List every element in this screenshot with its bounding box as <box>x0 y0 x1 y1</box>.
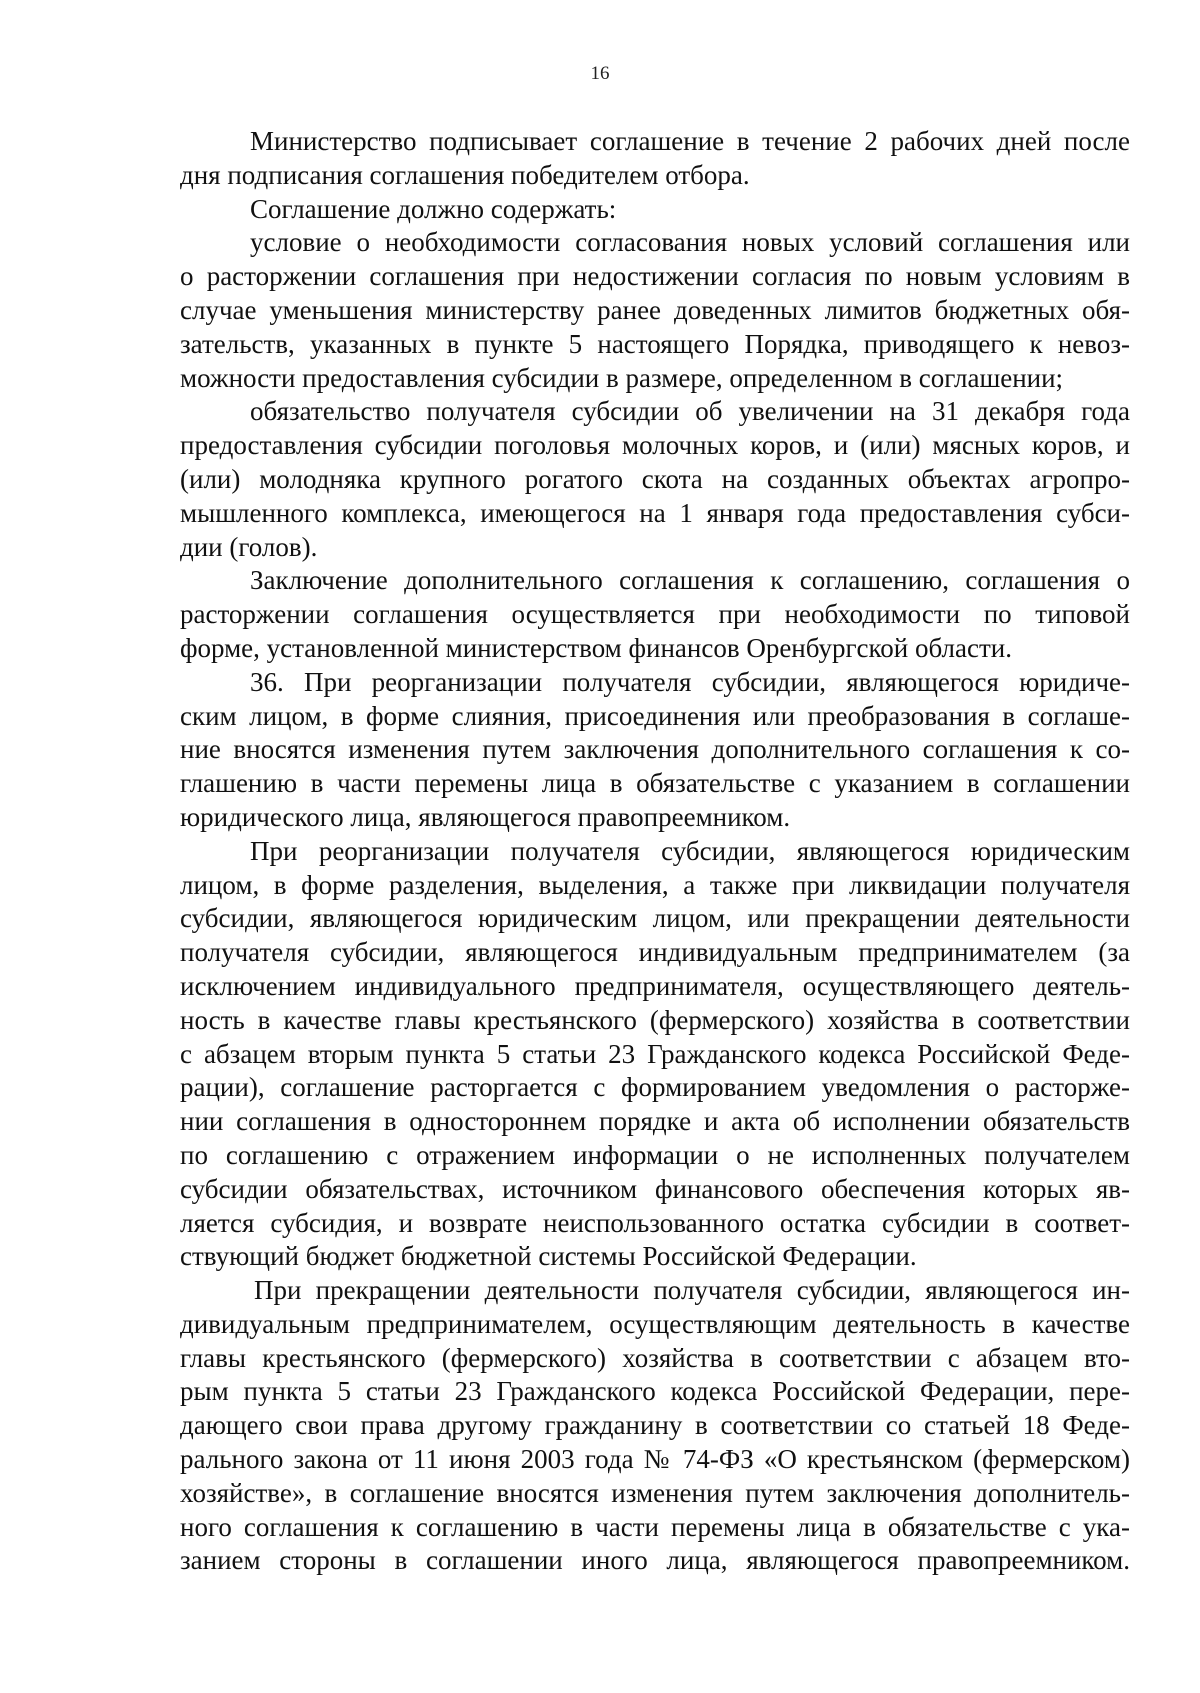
text-line: хозяйстве», в соглашение вносятся изменения путем заключения дополнитель- <box>180 1477 1130 1508</box>
text-line: Министерство подписывает соглашение в течение 2 рабочих дней после <box>250 126 1130 156</box>
text-line: случае уменьшения министерству ранее доведенных лимитов бюджетных обя- <box>180 294 1130 325</box>
text-line: При реорганизации получателя субсидии, являющегося юридическим <box>250 835 1130 866</box>
text-line: рации), соглашение расторгается с формированием уведомления о расторже- <box>180 1072 1130 1103</box>
document-body <box>180 125 1130 1578</box>
text-line: дивидуальным предпринимателем, осуществляющим деятельность в качестве <box>180 1308 1130 1339</box>
text-line: обязательство получателя субсидии об увеличении на 31 декабря года <box>250 396 1130 427</box>
text-line: мышленного комплекса, имеющегося на 1 января года предоставления субси- <box>180 497 1130 528</box>
text-line: можности предоставления субсидии в размере, определенном в соглашении; <box>180 362 1064 393</box>
text-line: о расторжении соглашения при недостижении согласия по новым условиям в <box>180 261 1130 292</box>
text-line: ским лицом, в форме слияния, присоединения или преобразования в соглаше- <box>180 700 1130 731</box>
text-line: (или) молодняка крупного рогатого скота на созданных объектах агропро- <box>180 463 1130 494</box>
text-line: Заключение дополнительного соглашения к соглашению, соглашения о <box>250 565 1130 596</box>
text-line: форме, установленной министерством финансов Оренбургской области. <box>180 632 1012 663</box>
text-line: лицом, в форме разделения, выделения, а также при ликвидации получателя <box>180 869 1130 900</box>
text-line: по соглашению с отражением информации о не исполненных получателем <box>180 1139 1130 1170</box>
text-line: главы крестьянского (фермерского) хозяйства в соответствии с абзацем вто- <box>180 1342 1130 1373</box>
text-line: предоставления субсидии поголовья молочных коров, и (или) мясных коров, и <box>180 430 1130 461</box>
text-line: Соглашение должно содержать: <box>250 193 617 224</box>
text-line: субсидии, являющегося юридическим лицом, или прекращении деятельности <box>180 903 1130 934</box>
text-line: дии (голов). <box>180 531 318 562</box>
text-line: зательств, указанных в пункте 5 настоящего Порядка, приводящего к невоз- <box>180 328 1130 359</box>
text-line: нии соглашения в одностороннем порядке и акта об исполнении обязательств <box>180 1106 1130 1137</box>
text-line: исключением индивидуального предпринимателя, осуществляющего деятель- <box>180 970 1130 1001</box>
text-line: занием стороны в соглашении иного лица, являющегося правопреемником. <box>180 1545 1130 1576</box>
text-line: глашению в части перемены лица в обязательстве с указанием в соглашении <box>180 768 1130 799</box>
text-line: условие о необходимости согласования новых условий соглашения или <box>250 227 1130 258</box>
text-line: ность в качестве главы крестьянского (фермерского) хозяйства в соответствии <box>180 1004 1130 1035</box>
text-line: ствующий бюджет бюджетной системы Российской Федерации. <box>180 1241 917 1272</box>
text-line: субсидии обязательствах, источником финансового обеспечения которых яв- <box>180 1173 1130 1204</box>
text-line: ного соглашения к соглашению в части перемены лица в обязательстве с ука- <box>180 1511 1130 1542</box>
text-line: При прекращении деятельности получателя субсидии, являющегося ин- <box>254 1275 1130 1306</box>
text-line: ние вносятся изменения путем заключения дополнительного соглашения к со- <box>180 734 1130 765</box>
text-line: рым пункта 5 статьи 23 Гражданского кодекса Российской Федерации, пере- <box>180 1376 1130 1407</box>
text-line: рального закона от 11 июня 2003 года № 74-ФЗ «О крестьянском (фермерском) <box>180 1444 1130 1475</box>
text-line: ляется субсидия, и возврате неиспользованного остатка субсидии в соответ- <box>180 1207 1130 1238</box>
text-line: с абзацем вторым пункта 5 статьи 23 Гражданского кодекса Российской Феде- <box>180 1038 1130 1069</box>
text-line: расторжении соглашения осуществляется при необходимости по типовой <box>180 599 1130 630</box>
text-line: дня подписания соглашения победителем отбора. <box>180 159 750 190</box>
page-number: 16 <box>590 63 610 84</box>
text-line: получателя субсидии, являющегося индивидуальным предпринимателем (за <box>180 937 1130 968</box>
text-line: юридического лица, являющегося правопреемником. <box>180 801 791 832</box>
text-line: 36. При реорганизации получателя субсидии, являющегося юридиче- <box>250 666 1130 697</box>
text-line: дающего свои права другому гражданину в соответствии со статьей 18 Феде- <box>180 1410 1130 1441</box>
